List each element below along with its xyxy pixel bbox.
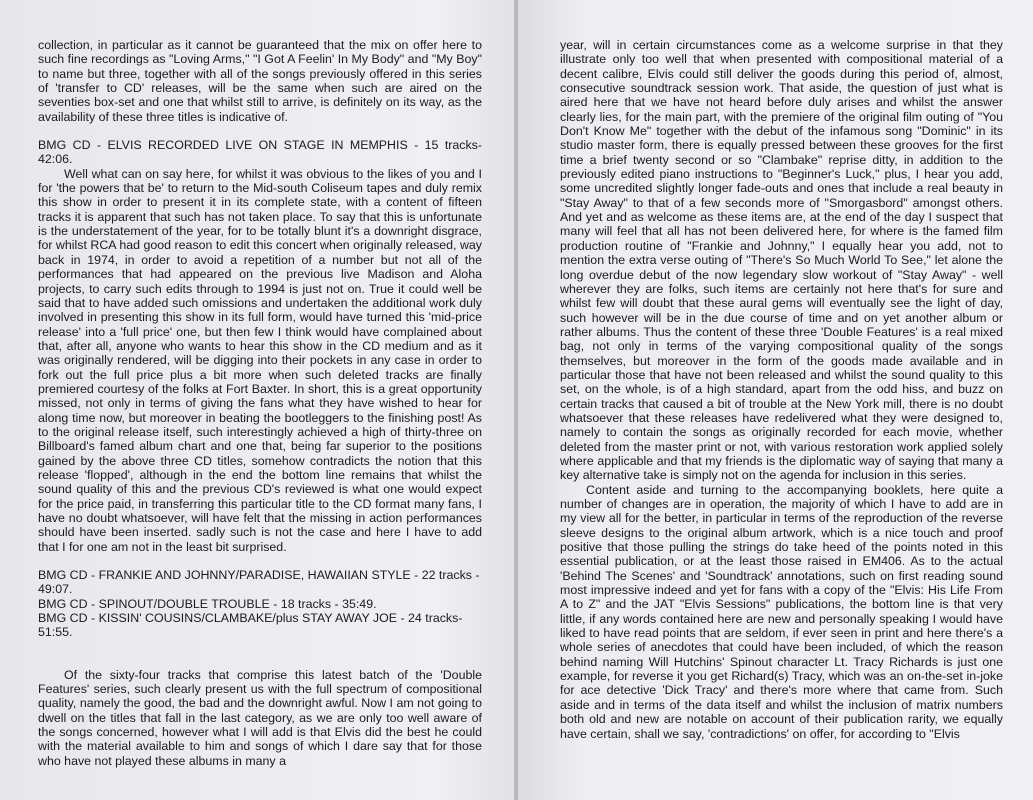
track-listing-kissin-cousins: BMG CD - KISSIN' COUSINS/CLAMBAKE/plus STAY AWAY JOE - 24 tracks- 51:55.: [38, 611, 463, 640]
section-heading-memphis: BMG CD - ELVIS RECORDED LIVE ON STAGE IN MEMPHIS - 15 tracks- 42:06.: [38, 138, 482, 167]
track-listing-block: [38, 568, 482, 640]
right-page: [518, 0, 1033, 800]
track-listing-spinout: BMG CD - SPINOUT/DOUBLE TROUBLE - 18 tracks - 35:49.: [38, 596, 377, 611]
right-paragraph-booklets: Content aside and turning to the accompanying booklets, here quite a number of changes are in operation, the majority of which I have to add are in my view all for the better, in particular in terms of the reproduction of the reverse sleeve designs to the original album artwork, which is a nice touch and proof positive that those pulling the strings do take heed of the points noted in this essential publication, or at the least those raised in EM406. As to the actual 'Behind The Scenes' and 'Soundtrack' annotations, such on first reading sound most impressive indeed and yet for fans with a copy of the "Elvis: His Life From A to Z" and the JAT "Elvis Sessions" publications, the bottom line is that very little, if any words contained here are new and personally speaking I would have liked to have read points that are seldom, if ever seen in print and here there's a whole series of anecdotes that could have been included, of which the reason behind naming Will Hutchins' Spinout character Lt. Tracy Richards is just one example, for reverse it you get Richard(s) Tracy, which was an on-the-set in-joke for ace detective 'Dick Tracy' and there's more where that came from. Such aside and in terms of the data itself and whilst the inclusion of matrix numbers both old and new are notable on account of their publication rarity, we equally have certain, shall we say, 'contradictions' on offer, for according to "Elvis: [560, 482, 1003, 741]
left-paragraph-memphis-review: Well what can on say here, for whilst it was obvious to the likes of you and I for 'the powers that be' to return to the Mid-south Coliseum tapes and duly remix this show in order to present it in its complete state, with a content of fifteen tracks it is apparent that such has not taken place. To say that this is unfortunate is the understatement of the year, for to be totally blunt it's a downright disgrace, for whilst RCA had good reason to edit this concert when originally released, way back in 1974, in order to avoid a repetition of a number but not all of the performances that had appeared on the previous live Madison and Aloha projects, to carry such edits through to 1994 is just not on. True it could well be said that to have added such omissions and undertaken the additional work duly involved in presenting this show in its full form, would have turned this 'mid-price release' into a 'full price' one, but then few I think would have complained about that, after all, anyone who wants to hear this show in the CD medium and as it was originally rendered, will be digging into their pockets in any case in order to fork out the full price plus a bit more when such deleted tracks are finally premiered courtesy of the folks at Fort Baxter. In short, this is a great opportunity missed, not only in terms of giving the fans what they have wished to hear for along time now, but moreover in beating the bootleggers to the finishing post! As to the original release itself, such interestingly achieved a high of thirty-three on Billboard's famed album chart and one that, being far superior to the positions gained by the above three CD titles, somehow contradicts the notion that this release 'flopped', although in the end the bottom line remains that whilst the sound quality of this and the previous CD's reviewed is what one would expect for the price paid, in transferring this particular title to the CD format many fans, I have no doubt whatsoever, will have felt that the missing in action performances should have been inserted. sadly such is not the case and here I have to add that I for one am not in the least bit surprised.: [38, 166, 482, 554]
left-page: [0, 0, 514, 800]
left-paragraph-continuation: collection, in particular as it cannot be guaranteed that the mix on offer here to such fine recordings as "Loving Arms," "I Got A Feelin' In My Body" and "My Boy" to name but three, together with all of the songs previously offered in this series of 'transfer to CD' releases, will be the same when such are aired on the seventies box-set and one that whilst still to arrive, is definitely on its way, as the availability of these three titles is indicative of.: [38, 38, 482, 124]
track-listing-frankie-johnny: BMG CD - FRANKIE AND JOHNNY/PARADISE, HAWAIIAN STYLE - 22 tracks - 49:07.: [38, 568, 480, 597]
left-paragraph-double-features: Of the sixty-four tracks that comprise this latest batch of the 'Double Features' series, such clearly present us with the full spectrum of compositional quality, namely the good, the bad and the downright awful. Now I am not going to dwell on the titles that fall in the last category, as we are only too well aware of the songs concerned, however what I will add is that Elvis did the best he could with the material available to him and songs of which I dare say that for those who have not played these albums in many a: [38, 667, 482, 768]
right-paragraph-continuation: year, will in certain circumstances come as a welcome surprise in that they illustrate only too well that when presented with compositional material of a decent calibre, Elvis could still deliver the goods during this period of, almost, consecutive soundtrack session work. That aside, the question of just what is aired here that we have not heard before duly arises and whilst the answer clearly lies, for the main part, with the premiere of the original film outing of "You Don't Know Me" together with the debut of the infamous song "Dominic" in its studio master form, there is equally pressed between these grooves for the first time a brief twenty second or so "Clambake" reprise ditty, in addition to the previously edited piano instructions to "Beginner's Luck," plus, I hear you add, some uncredited slightly longer fade-outs and ones that include a real beauty in "Stay Away" to that of a few seconds more of "Smorgasbord" amongst others. And yet and as welcome as these items are, at the end of the day I suspect that many will feel that all has not been delivered here, for where is the famed film production routine of "Frankie and Johnny," I equally hear you add, not to mention the extra verse outing of "There's So Much World To See," let alone the long overdue debut of the now legendary slow workout of "Stay Away" - well wherever they are folks, such items are certainly not here that's for sure and whilst few will doubt that these aural gems will eventually see the light of day, such however will be in the due course of time and on yet another album or rather albums. Thus the content of these three 'Double Features' is a real mixed bag, not only in terms of the varying compositional quality of the songs themselves, but moreover in the form of the goods made available and in particular those that have not been released and whilst the sound quality to this set, on the whole, is of a high standard, apart from the odd hiss, and buzz on certain tracks that caused a bit of trouble at the New York mill, there is no doubt whatsoever that these releases have redelivered what they were designed to, namely to contain the songs as originally recorded for each movie, whether deleted from the master print or not, with various restoration work applied solely where applicable and that my friends is the diplomatic way of saying that many a key alternative take is simply not on the agenda for inclusion in this series.: [560, 38, 1003, 483]
